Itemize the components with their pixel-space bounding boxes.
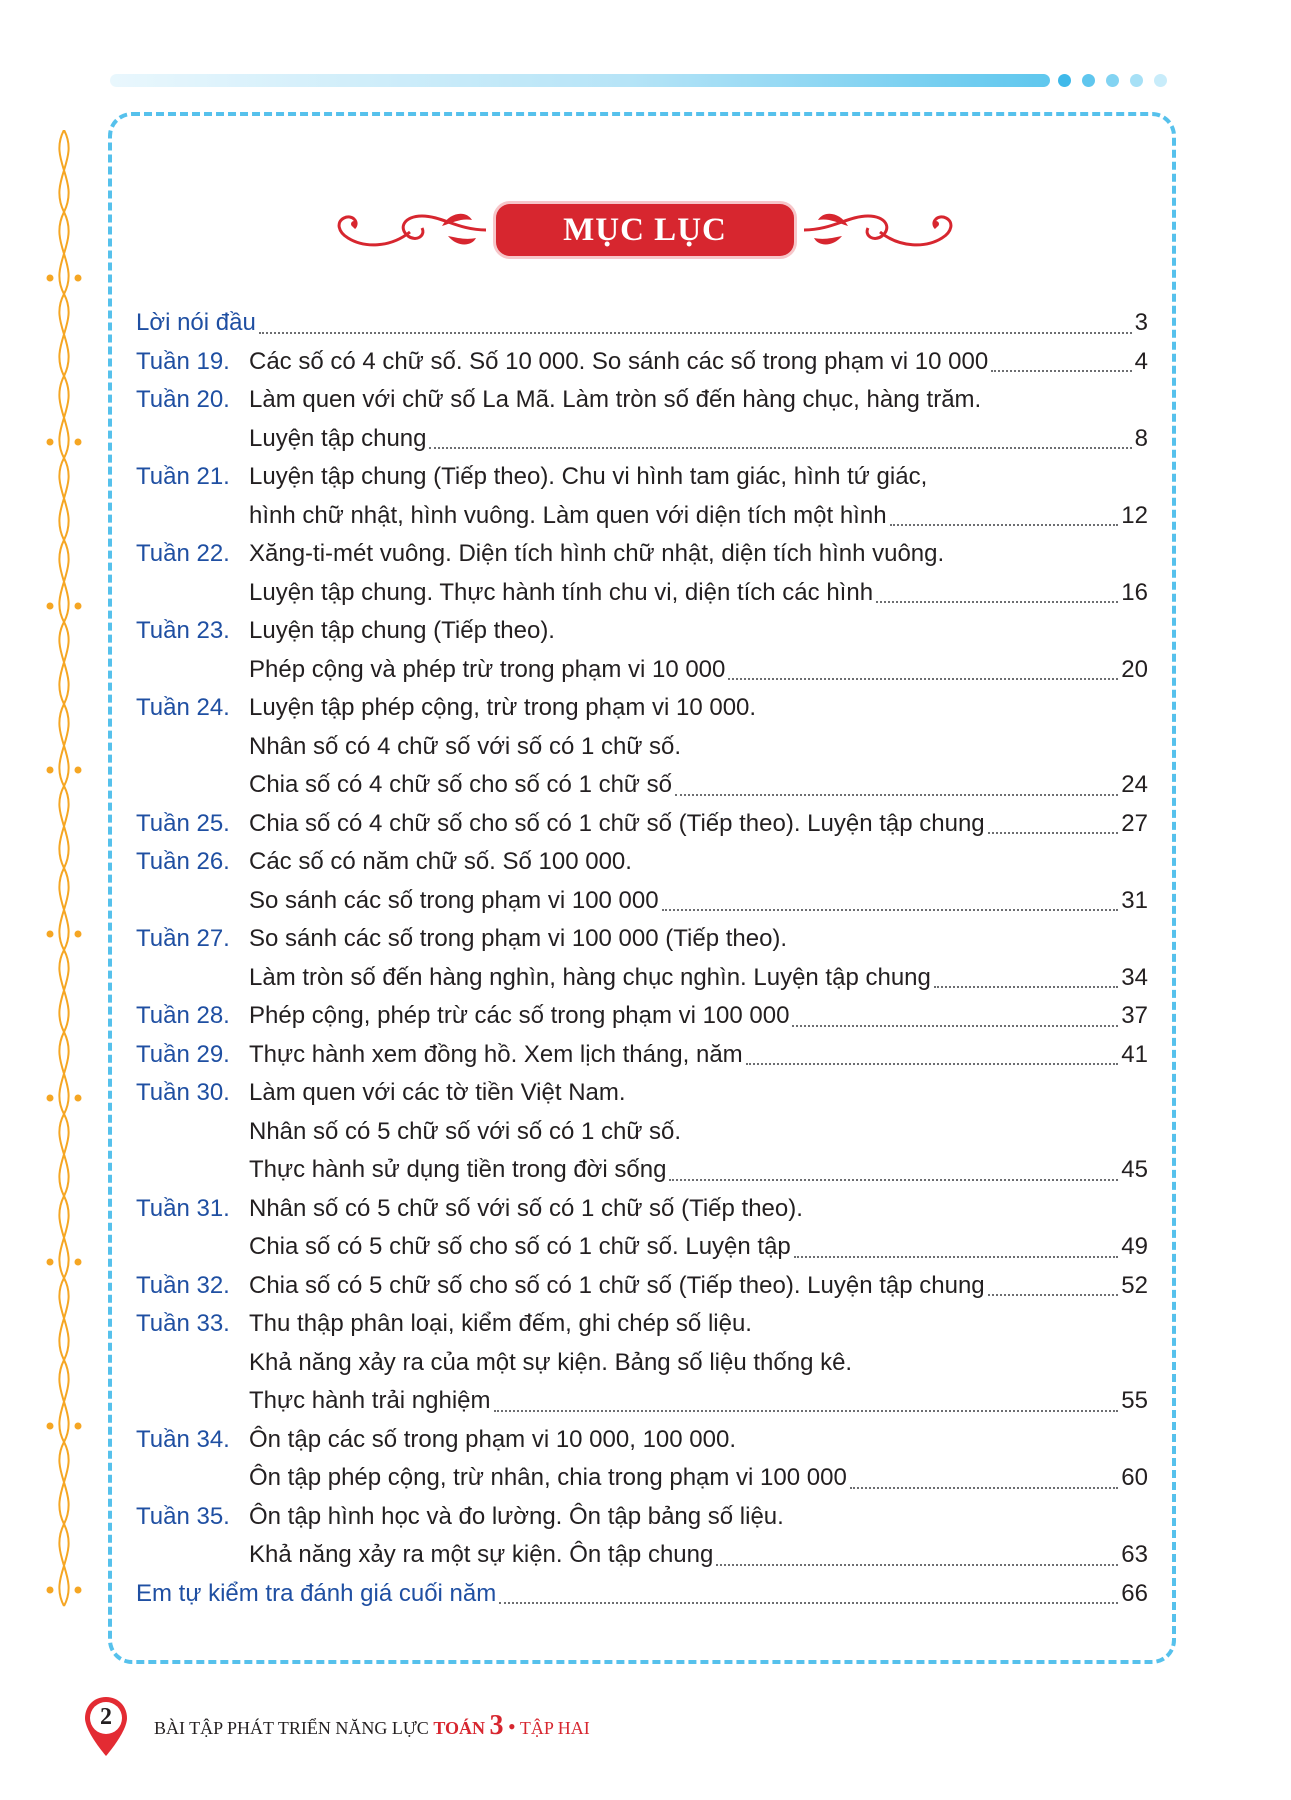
toc-entry (136, 882, 1148, 921)
toc-week-label: Tuần 27. (136, 925, 230, 952)
toc-entry (136, 1536, 1148, 1575)
toc-entry-title: Các số có 4 chữ số. Số 10 000. So sánh các số trong phạm vi 10 000 (249, 347, 989, 375)
toc-entry (136, 497, 1148, 536)
toc-week-label: Tuần 30. (136, 1079, 230, 1106)
table-of-contents (136, 304, 1148, 1613)
toc-week-label: Tuần 20. (136, 386, 230, 413)
toc-week-label: Tuần 34. (136, 1425, 230, 1453)
toc-page-number: 34 (1121, 963, 1148, 991)
toc-entry-title: Chia số có 5 chữ số cho số có 1 chữ số (Tiếp theo). Luyện tập chung (249, 1271, 985, 1299)
toc-page-number: 16 (1121, 578, 1148, 606)
toc-entry (136, 651, 1148, 690)
toc-entry (136, 381, 1148, 420)
toc-page-number: 66 (1121, 1579, 1148, 1607)
toc-entry-title: Chia số có 4 chữ số cho số có 1 chữ số (Tiếp theo). Luyện tập chung (249, 809, 985, 837)
ornament-link (47, 1278, 82, 1442)
toc-entry-title: Khả năng xảy ra của một sự kiện. Bảng số liệu thống kê. (249, 1348, 853, 1376)
toc-entry (136, 1305, 1148, 1344)
toc-entry-title: Các số có năm chữ số. Số 100 000. (249, 848, 632, 875)
dot-leader (794, 1256, 1119, 1258)
title-banner (330, 198, 960, 264)
book-title (154, 1710, 590, 1742)
toc-entry-title: So sánh các số trong phạm vi 100 000 (249, 886, 659, 914)
dot-leader (259, 332, 1132, 334)
book-volume: TẬP HAI (519, 1718, 590, 1738)
dot-leader (429, 447, 1131, 449)
toc-entry (136, 343, 1148, 382)
toc-page-number: 3 (1134, 309, 1148, 336)
dot-leader (746, 1063, 1119, 1065)
toc-entry-title: Ôn tập phép cộng, trừ nhân, chia trong phạm vi 100 000 (249, 1464, 847, 1491)
dot-leader (675, 794, 1118, 796)
page-number: 2 (100, 1704, 112, 1730)
toc-entry (136, 574, 1148, 613)
toc-entry-title: Làm quen với các tờ tiền Việt Nam. (249, 1079, 626, 1106)
dot-leader (669, 1179, 1118, 1181)
footer-bullet: • (508, 1714, 516, 1739)
dot-leader (934, 986, 1118, 988)
toc-week-label: Tuần 23. (136, 617, 230, 644)
toc-entry-title: Nhân số có 5 chữ số với số có 1 chữ số. (249, 1117, 682, 1145)
toc-week-label: Tuần 33. (136, 1310, 230, 1337)
dot-leader (662, 909, 1119, 911)
dot-leader (850, 1487, 1119, 1489)
ornament-link (47, 1442, 82, 1606)
toc-page-number: 8 (1134, 424, 1148, 452)
toc-entry-title: Ôn tập các số trong phạm vi 10 000, 100 000. (249, 1425, 736, 1453)
ornament-link (47, 622, 82, 786)
toc-entry (136, 689, 1148, 728)
toc-entry (136, 728, 1148, 767)
top-decorative-bar (110, 74, 1050, 87)
toc-entry-title: Khả năng xảy ra một sự kiện. Ôn tập chung (249, 1541, 714, 1568)
toc-entry (136, 1074, 1148, 1113)
dot-leader (792, 1025, 1118, 1027)
toc-entry-title: Chia số có 4 chữ số cho số có 1 chữ số (249, 771, 673, 798)
toc-entry-title: Phép cộng và phép trừ trong phạm vi 10 000 (249, 655, 726, 683)
toc-entry (136, 1151, 1148, 1190)
toc-page-number: 45 (1121, 1156, 1148, 1183)
toc-entry (136, 1459, 1148, 1498)
toc-entry (136, 420, 1148, 459)
toc-page-number: 52 (1121, 1271, 1148, 1299)
toc-entry-title: Luyện tập chung (Tiếp theo). Chu vi hình tam giác, hình tứ giác, (249, 463, 928, 490)
book-title-main: BÀI TẬP PHÁT TRIỂN NĂNG LỰC (154, 1718, 429, 1738)
toc-entry-title: Luyện tập phép cộng, trừ trong phạm vi 10 000. (249, 694, 757, 721)
toc-entry (136, 1421, 1148, 1460)
toc-entry-title: Thực hành sử dụng tiền trong đời sống (249, 1156, 667, 1183)
toc-page-number: 20 (1121, 655, 1148, 683)
dot-leader (499, 1602, 1118, 1604)
toc-entry-title: Ôn tập hình học và đo lường. Ôn tập bảng số liệu. (249, 1502, 784, 1530)
toc-page-number: 12 (1121, 501, 1148, 529)
ornament-link (47, 950, 82, 1114)
toc-entry-title: Phép cộng, phép trừ các số trong phạm vi 100 000 (249, 1002, 790, 1029)
toc-week-label: Tuần 26. (136, 848, 230, 875)
toc-page-number: 55 (1121, 1387, 1148, 1414)
toc-entry (136, 920, 1148, 959)
ornament-link (47, 294, 82, 458)
toc-entry-title: Thực hành xem đồng hồ. Xem lịch tháng, năm (249, 1040, 743, 1068)
dot-leader (988, 1294, 1119, 1296)
dot-leader (991, 370, 1131, 372)
toc-entry (136, 843, 1148, 882)
toc-entry-title: Xăng-ti-mét vuông. Diện tích hình chữ nhật, diện tích hình vuông. (249, 540, 945, 567)
toc-entry (136, 1228, 1148, 1267)
toc-page-number: 31 (1121, 886, 1148, 914)
dot-leader (716, 1564, 1118, 1566)
toc-page-number: 49 (1121, 1233, 1148, 1260)
toc-entry-title: Luyện tập chung (249, 424, 427, 452)
toc-page-number: 4 (1134, 347, 1148, 375)
dot-leader (728, 678, 1118, 680)
decorative-dot (1106, 74, 1119, 87)
toc-entry-title: Thu thập phân loại, kiểm đếm, ghi chép số liệu. (249, 1310, 752, 1337)
toc-entry (136, 997, 1148, 1036)
toc-week-label: Tuần 31. (136, 1194, 230, 1222)
decorative-dot (1058, 74, 1071, 87)
dot-leader (890, 524, 1119, 526)
toc-entry (136, 1190, 1148, 1229)
ornament-link (47, 458, 82, 622)
toc-week-label: Tuần 25. (136, 809, 230, 837)
right-scroll-ornament (802, 202, 960, 258)
toc-page-number: 27 (1121, 809, 1148, 837)
book-subject: TOÁN (433, 1718, 486, 1738)
toc-entry (136, 959, 1148, 998)
toc-week-label: Tuần 32. (136, 1271, 230, 1299)
toc-entry (136, 1498, 1148, 1537)
toc-entry-title: Làm quen với chữ số La Mã. Làm tròn số đến hàng chục, hàng trăm. (249, 386, 982, 413)
toc-week-label: Tuần 19. (136, 347, 230, 375)
toc-week-label: Tuần 21. (136, 463, 230, 490)
left-scroll-ornament (330, 202, 488, 258)
decorative-dot (1154, 74, 1167, 87)
toc-entry (136, 1113, 1148, 1152)
toc-page-number: 37 (1121, 1002, 1148, 1029)
toc-entry-title: Nhân số có 5 chữ số với số có 1 chữ số (Tiếp theo). (249, 1194, 803, 1222)
toc-entry (136, 1267, 1148, 1306)
toc-entry-title: Lời nói đầu (136, 309, 256, 336)
toc-page-number: 63 (1121, 1541, 1148, 1568)
ornament-link (47, 786, 82, 950)
dot-leader (494, 1410, 1119, 1412)
toc-entry (136, 1382, 1148, 1421)
toc-entry-title: So sánh các số trong phạm vi 100 000 (Tiếp theo). (249, 925, 788, 952)
toc-entry-title: Luyện tập chung. Thực hành tính chu vi, diện tích các hình (249, 578, 874, 606)
left-ornament-decoration (44, 130, 84, 1610)
toc-page-number: 24 (1121, 771, 1148, 798)
dot-leader (988, 832, 1119, 834)
toc-entry-title: Thực hành trải nghiệm (249, 1387, 491, 1414)
toc-entry (136, 612, 1148, 651)
toc-entry-title: Em tự kiểm tra đánh giá cuối năm (136, 1579, 497, 1607)
page-footer (82, 1694, 782, 1764)
book-grade: 3 (489, 1710, 504, 1741)
toc-week-label: Tuần 35. (136, 1502, 230, 1530)
title-pill (496, 204, 794, 256)
toc-entry-title: Luyện tập chung (Tiếp theo). (249, 617, 555, 644)
ornament-link (47, 130, 82, 294)
ornament-link (47, 1114, 82, 1278)
toc-page-number: 41 (1121, 1040, 1148, 1068)
toc-entry (136, 304, 1148, 343)
toc-week-label: Tuần 29. (136, 1040, 230, 1068)
decorative-dot (1082, 74, 1095, 87)
toc-week-label: Tuần 28. (136, 1002, 230, 1029)
toc-entry (136, 1575, 1148, 1614)
toc-entry (136, 535, 1148, 574)
toc-entry (136, 1036, 1148, 1075)
toc-entry-title: Chia số có 5 chữ số cho số có 1 chữ số. Luyện tập (249, 1233, 791, 1260)
toc-week-label: Tuần 24. (136, 694, 230, 721)
toc-page-number: 60 (1121, 1464, 1148, 1491)
page-title: MỤC LỤC (563, 211, 727, 248)
toc-entry (136, 458, 1148, 497)
dot-leader (876, 601, 1118, 603)
toc-entry (136, 805, 1148, 844)
toc-entry-title: Làm tròn số đến hàng nghìn, hàng chục nghìn. Luyện tập chung (249, 963, 931, 991)
decorative-dot (1130, 74, 1143, 87)
toc-entry (136, 766, 1148, 805)
toc-entry-title: Nhân số có 4 chữ số với số có 1 chữ số. (249, 732, 682, 760)
toc-entry-title: hình chữ nhật, hình vuông. Làm quen với diện tích một hình (249, 501, 887, 529)
toc-entry (136, 1344, 1148, 1383)
toc-week-label: Tuần 22. (136, 540, 230, 567)
